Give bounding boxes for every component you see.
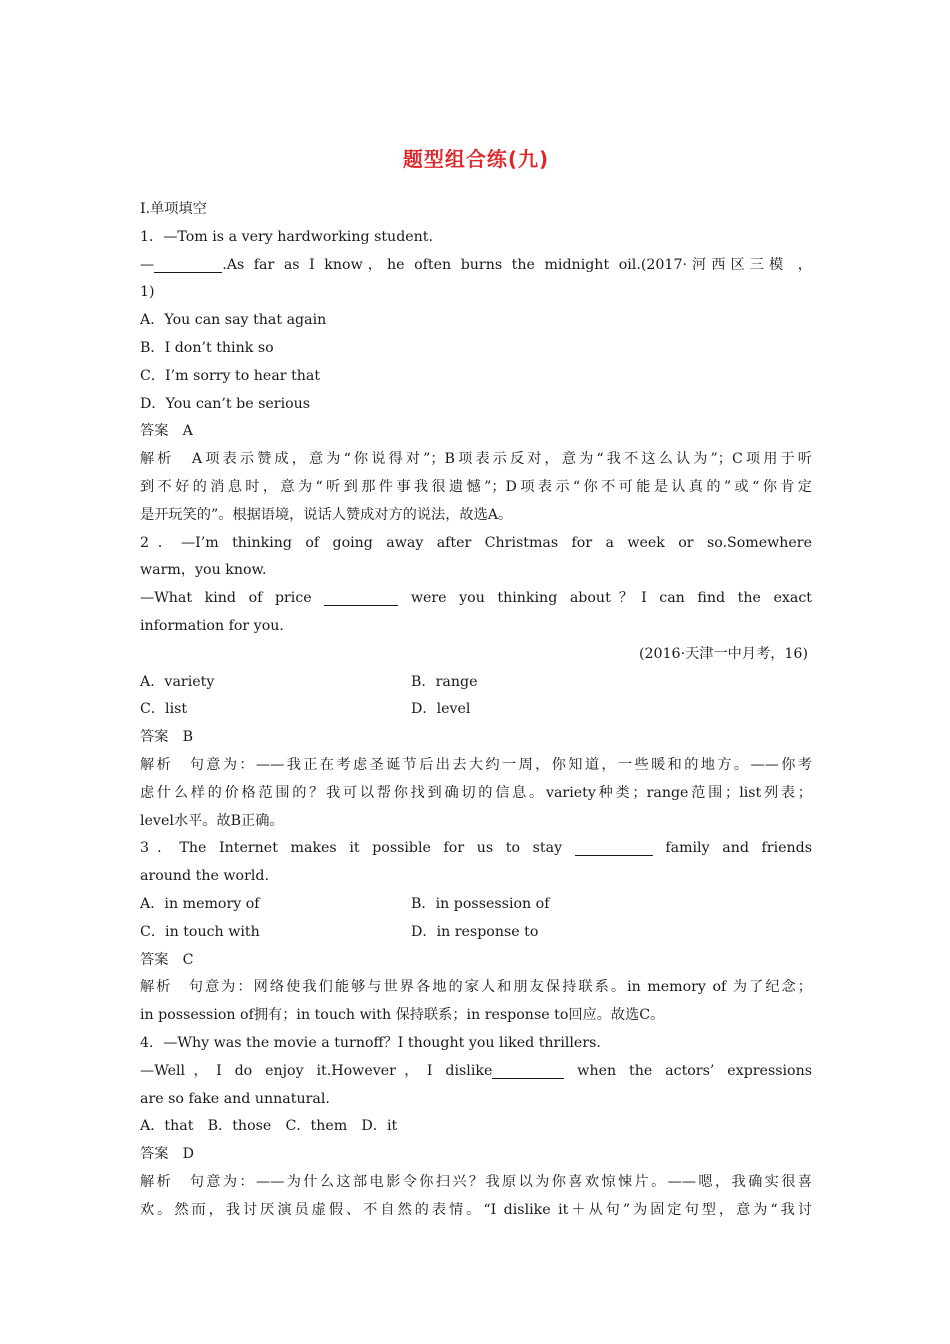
q4-stem-text-b: when the actors’ expressions — [577, 1062, 813, 1079]
q2-stem-line-1: 2．—I’m thinking of going away after Christmas for a week or so.Somewhere — [140, 534, 812, 551]
q2-explanation-3: level水平。故B正确。 — [140, 812, 284, 829]
q1-option-c: C．I’m sorry to hear that — [140, 367, 321, 384]
q3-option-b: B．in possession of — [411, 895, 550, 912]
q3-option-c: C．in touch with — [140, 923, 260, 940]
q2-source: (2016·天津一中月考，16) — [638, 645, 808, 662]
document-body — [140, 196, 812, 1224]
q1-dash: — — [140, 256, 155, 273]
q3-explanation-2: in possession of拥有；in touch with 保持联系；in response to回应。故选C。 — [140, 1007, 665, 1024]
q1-stem-line-2 — [140, 252, 812, 280]
q4-stem-line-2 — [140, 1058, 812, 1086]
q1-stem-line-3: 1) — [140, 284, 155, 301]
q2-option-c: C．list — [140, 701, 188, 718]
q2-option-d: D．level — [411, 701, 471, 718]
q1-answer: 答案 A — [140, 423, 193, 440]
q3-answer: 答案 C — [140, 951, 194, 968]
q2-stem-line-3 — [140, 585, 812, 613]
q2-options-row-2 — [140, 696, 812, 724]
q3-stem-line-1 — [140, 835, 812, 863]
q2-stem-line-4: information for you. — [140, 617, 284, 634]
q3-options-row-1 — [140, 891, 812, 919]
q3-option-a: A．in memory of — [140, 895, 260, 912]
q2-answer: 答案 B — [140, 729, 193, 746]
q2-stem-text-b: were you thinking about？I can find the exact — [410, 590, 812, 607]
q4-blank — [492, 1061, 564, 1079]
q1-blank — [154, 255, 222, 273]
q1-option-a: A．You can say that again — [140, 312, 327, 329]
q4-explanation-1: 解析 句意为：——为什么这部电影令你扫兴？我原以为你喜欢惊悚片。——嗯，我确实很喜 — [140, 1173, 812, 1190]
q3-option-d: D．in response to — [411, 923, 539, 940]
q1-option-b: B．I don’t think so — [140, 339, 274, 356]
q2-option-a: A．variety — [140, 673, 215, 690]
q2-stem-text-a: —What kind of price — [140, 590, 312, 607]
q3-options-row-2 — [140, 919, 812, 947]
q2-explanation-1: 解析 句意为：——我正在考虑圣诞节后出去大约一周，你知道，一些暖和的地方。——你考 — [140, 756, 812, 773]
q4-explanation-2: 欢。然而，我讨厌演员虚假、不自然的表情。“I dislike it＋从句”为固定句型，意为“我讨 — [140, 1201, 812, 1218]
q2-blank — [324, 588, 398, 606]
q3-stem-line-2: around the world. — [140, 868, 269, 885]
q2-options-row-1 — [140, 669, 812, 697]
q1-explanation-2: 到不好的消息时，意为“听到那件事我很遗憾”；D项表示“你不可能是认真的”或“你肯定 — [140, 478, 812, 495]
section-heading: Ⅰ.单项填空 — [140, 201, 207, 217]
q2-explanation-2: 虑什么样的价格范围的？我可以帮你找到确切的信息。variety种类；range范围；list列表； — [140, 784, 812, 801]
q1-stem-text: .As far as I know，he often burns the midnight oil.(2017·河西区三模 ， — [222, 256, 812, 273]
q3-stem-text-b: family and friends — [665, 840, 812, 857]
q4-options: A．that B．those C．them D．it — [140, 1118, 398, 1135]
q1-option-d: D．You can’t be serious — [140, 395, 311, 412]
q4-answer: 答案 D — [140, 1146, 194, 1163]
q1-explanation-3: 是开玩笑的”。根据语境，说话人赞成对方的说法，故选A。 — [140, 506, 513, 523]
q3-blank — [575, 838, 653, 856]
q3-explanation-1: 解析 句意为：网络使我们能够与世界各地的家人和朋友保持联系。in memory of 为了纪念； — [140, 979, 812, 996]
q2-stem-line-2: warm，you know. — [140, 562, 267, 579]
q3-stem-text-a: 3．The Internet makes it possible for us to stay — [140, 840, 563, 857]
q2-option-b: B．range — [411, 673, 478, 690]
q1-explanation-1: 解析 A项表示赞成，意为“你说得对”；B项表示反对，意为“我不这么认为”；C项用于听 — [140, 451, 812, 468]
q4-stem-line-3: are so fake and unnatural. — [140, 1090, 330, 1107]
q4-stem-text-a: —Well，I do enjoy it.However，I dislike — [140, 1062, 493, 1079]
page-title: 题型组合练(九) — [402, 147, 550, 171]
q4-stem-line-1: 4．—Why was the movie a turnoff？I thought you liked thrillers. — [140, 1034, 601, 1051]
q1-stem-line-1: 1．—Tom is a very hardworking student. — [140, 228, 434, 245]
